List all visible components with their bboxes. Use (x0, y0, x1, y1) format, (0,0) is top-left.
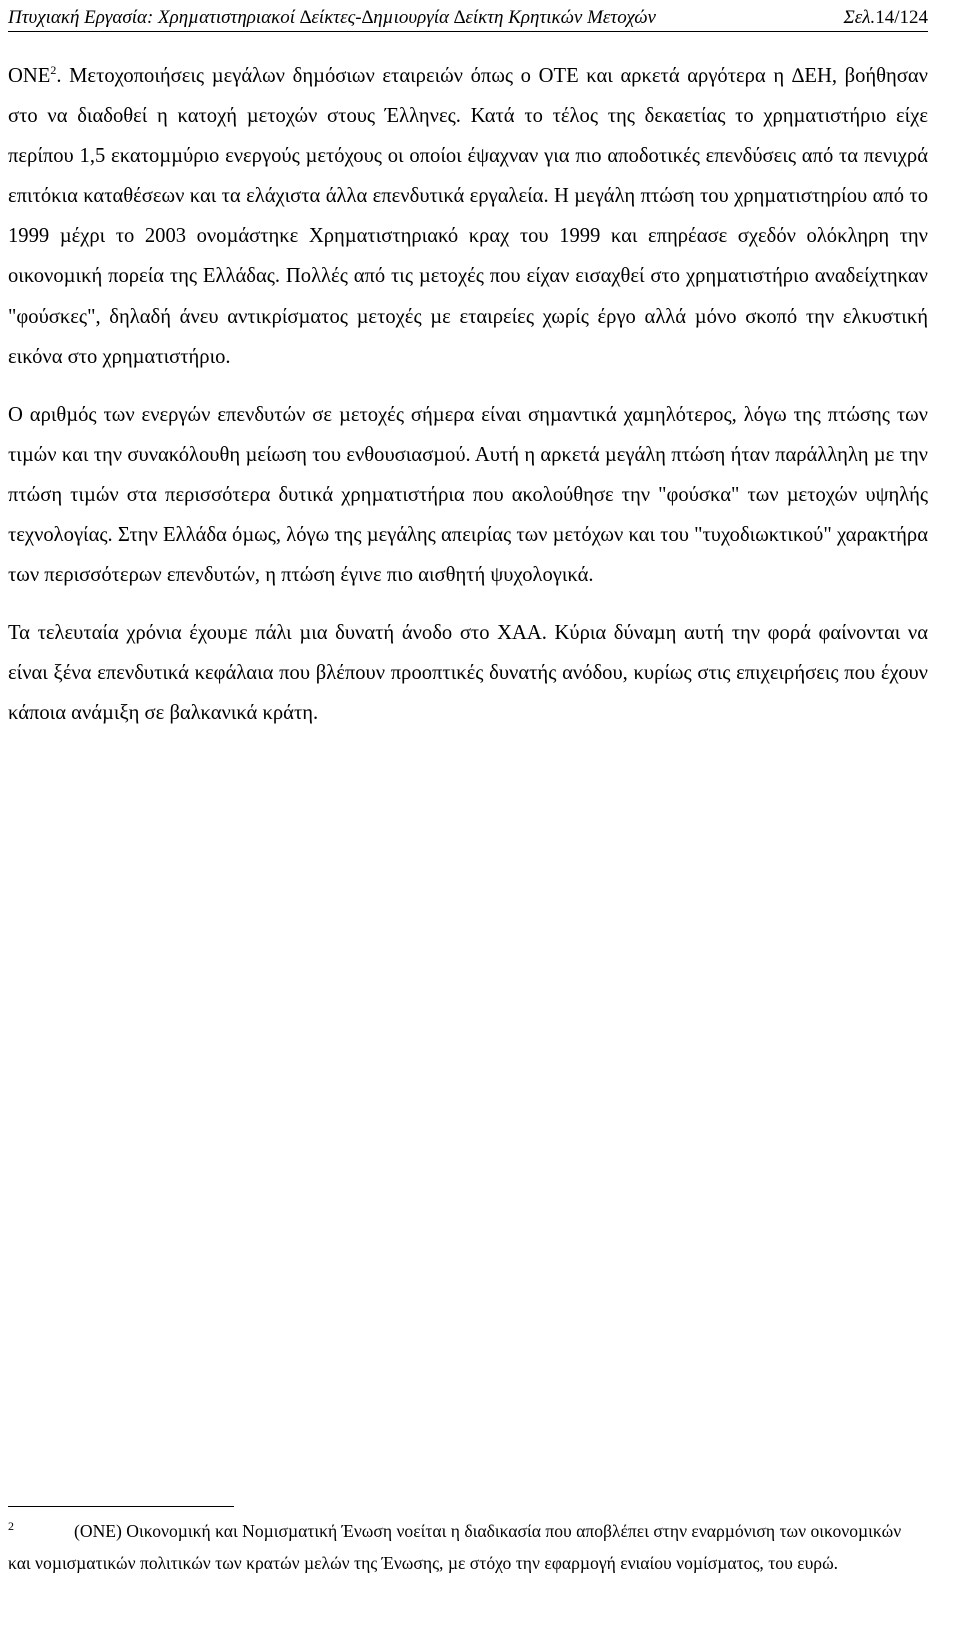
page-number-value: 14/124 (875, 7, 928, 28)
body-text (8, 56, 928, 734)
paragraph-2: Ο αριθµός των ενεργών επενδυτών σε µετοχές σήµερα είναι σηµαντικά χαµηλότερος, λόγω της πτώσης των τιµών και την συνακόλουθη µείωση του ενθουσιασµού. Αυτή η αρκετά µεγάλη πτώση ήταν παράλληλη µε την πτώση τιµών στα περισσότερα δυτικά χρηµατιστήρια που ακολούθησε την "φούσκα" των µετοχών υψηλής τεχνολογίας. Στην Ελλάδα όµως, λόγω της µεγάλης απειρίας των µετόχων και του "τυχοδιωκτικού" χαρακτήρα των περισσότερων επενδυτών, η πτώση έγινε πιο αισθητή ψυχολογικά. (8, 403, 928, 587)
footnote-body: (ΟΝΕ) Οικονοµική και Νοµισµατική Ένωση νοείται η διαδικασία που αποβλέπει στην εναρµόνιση των οικονοµικών και νοµισµατικών πολιτικών των κρατών µελών της Ένωσης, µε στόχο την εφαρµογή ενιαίου νοµίσµατος, του ευρώ. (8, 1521, 902, 1573)
page-label: Σελ. (843, 7, 876, 28)
footnote (8, 1515, 928, 1579)
header-rule (8, 31, 928, 32)
paragraph-1 (8, 56, 928, 377)
footnote-text: 2 (ΟΝΕ) Οικονοµική και Νοµισµατική Ένωση νοείται η διαδικασία που αποβλέπει στην εναρµόνιση των οικονοµικών και νοµισµατικών πολιτικών των κρατών µελών της Ένωσης, µε στόχο την εφαρµογή ενιαίου νοµίσµατος, του ευρώ. (8, 1519, 902, 1573)
page-header (8, 3, 928, 33)
paragraph-3: Τα τελευταία χρόνια έχουµε πάλι µια δυνατή άνοδο στο ΧΑΑ. Κύρια δύναµη αυτή την φορά φαίνονται να είναι ξένα επενδυτικά κεφάλαια που βλέπουν προοπτικές δυνατής ανόδου, κυρίως στις επιχειρήσεις που έχουν κάποια ανάµιξη σε βαλκανικά κράτη. (8, 622, 928, 725)
page-number (843, 3, 928, 33)
paragraph-1-rest: . Μετοχοποιήσεις µεγάλων δηµόσιων εταιρειών όπως ο ΟΤΕ και αρκετά αργότερα η ∆ΕΗ, βοήθησαν στο να διαδοθεί η κατοχή µετοχών στους Έλληνες. Κατά το τέλος της δεκαετίας το χρηµατιστήριο είχε περίπου 1,5 εκατοµµύριο ενεργούς µετόχους οι οποίοι έψαχναν για πιο αποδοτικές επενδύσεις από τα πενιχρά επιτόκια καταθέσεων και τα ελάχιστα άλλα επενδυτικά εργαλεία. Η µεγάλη πτώση του χρηµατιστηρίου από το 1999 µέχρι το 2003 ονοµάστηκε Χρηµατιστηριακό κραχ του 1999 και επηρέασε σχεδόν ολόκληρη την οικονοµική πορεία της Ελλάδας. Πολλές από τις µετοχές που είχαν εισαχθεί στο χρηµατιστήριο αναδείχτηκαν "φούσκες", δηλαδή άνευ αντικρίσµατος µετοχές µε εταιρείες χωρίς έργο αλλά µόνο σκοπό την ελκυστική εικόνα στο χρηµατιστήριο. (8, 65, 928, 368)
paragraph-1-start: ΟΝΕ (8, 65, 51, 87)
document-title: Πτυχιακή Εργασία: Χρηµατιστηριακοί ∆είκτες-∆ηµιουργία ∆είκτη Κρητικών Μετοχών (8, 7, 656, 28)
footnote-reference: 2 (50, 63, 57, 78)
footnote-separator (8, 1506, 234, 1507)
